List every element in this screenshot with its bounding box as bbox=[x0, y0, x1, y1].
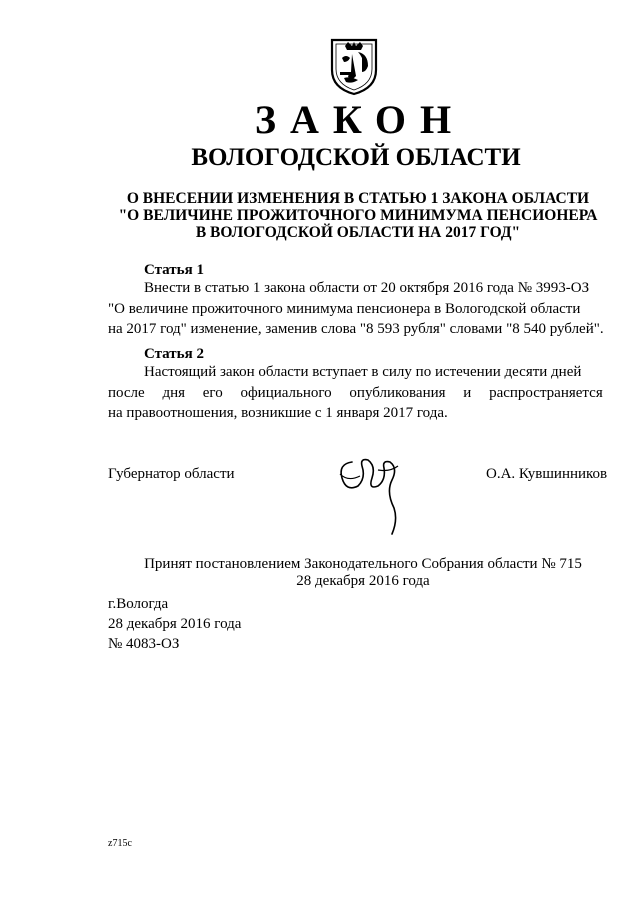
article-2-line: Настоящий закон области вступает в силу по истечении десяти дней bbox=[144, 364, 582, 380]
article-2-text bbox=[108, 362, 608, 424]
adoption-line: Принят постановлением Законодательного Собрания области № 715 bbox=[144, 556, 582, 572]
law-number: № 4083-ОЗ bbox=[108, 636, 180, 652]
signing-date: 28 декабря 2016 года bbox=[108, 616, 242, 632]
heading-line: В ВОЛОГОДСКОЙ ОБЛАСТИ НА 2017 ГОД" bbox=[195, 224, 521, 241]
article-1-line: на 2017 год" изменение, заменив слова "8 593 рубля" словами "8 540 рублей". bbox=[108, 321, 604, 338]
article-1-line: Внести в статью 1 закона области от 20 октября 2016 года № 3993-ОЗ bbox=[144, 280, 590, 296]
adoption-note bbox=[108, 556, 618, 590]
article-2-line: на правоотношения, возникшие с 1 января 2017 года. bbox=[108, 405, 448, 422]
article-2-title: Статья 2 bbox=[144, 346, 204, 362]
heading-line: "О ВЕЛИЧИНЕ ПРОЖИТОЧНОГО МИНИМУМА ПЕНСИОНЕРА bbox=[118, 207, 598, 224]
signatory-name: О.А. Кувшинников bbox=[486, 466, 608, 482]
handwritten-signature bbox=[332, 448, 410, 538]
article-1-text bbox=[108, 278, 608, 340]
article-2-line: после дня его официального опубликования и распространяется bbox=[108, 384, 603, 401]
article-1-line: "О величине прожиточного минимума пенсионера в Вологодской области bbox=[108, 300, 581, 317]
document-subtitle: ВОЛОГОДСКОЙ ОБЛАСТИ bbox=[191, 144, 521, 171]
signatory-title: Губернатор области bbox=[108, 466, 235, 482]
document-title: ЗАКОН bbox=[254, 97, 466, 142]
law-heading bbox=[98, 190, 618, 241]
adoption-line: 28 декабря 2016 года bbox=[296, 573, 430, 589]
document-code: z715c bbox=[108, 838, 132, 849]
article-1-title: Статья 1 bbox=[144, 262, 204, 278]
place: г.Вологда bbox=[108, 596, 169, 612]
heading-line: О ВНЕСЕНИИ ИЗМЕНЕНИЯ В СТАТЬЮ 1 ЗАКОНА ОБЛАСТИ bbox=[126, 190, 590, 207]
coat-of-arms-icon bbox=[328, 36, 380, 96]
place-date-number bbox=[108, 594, 241, 654]
